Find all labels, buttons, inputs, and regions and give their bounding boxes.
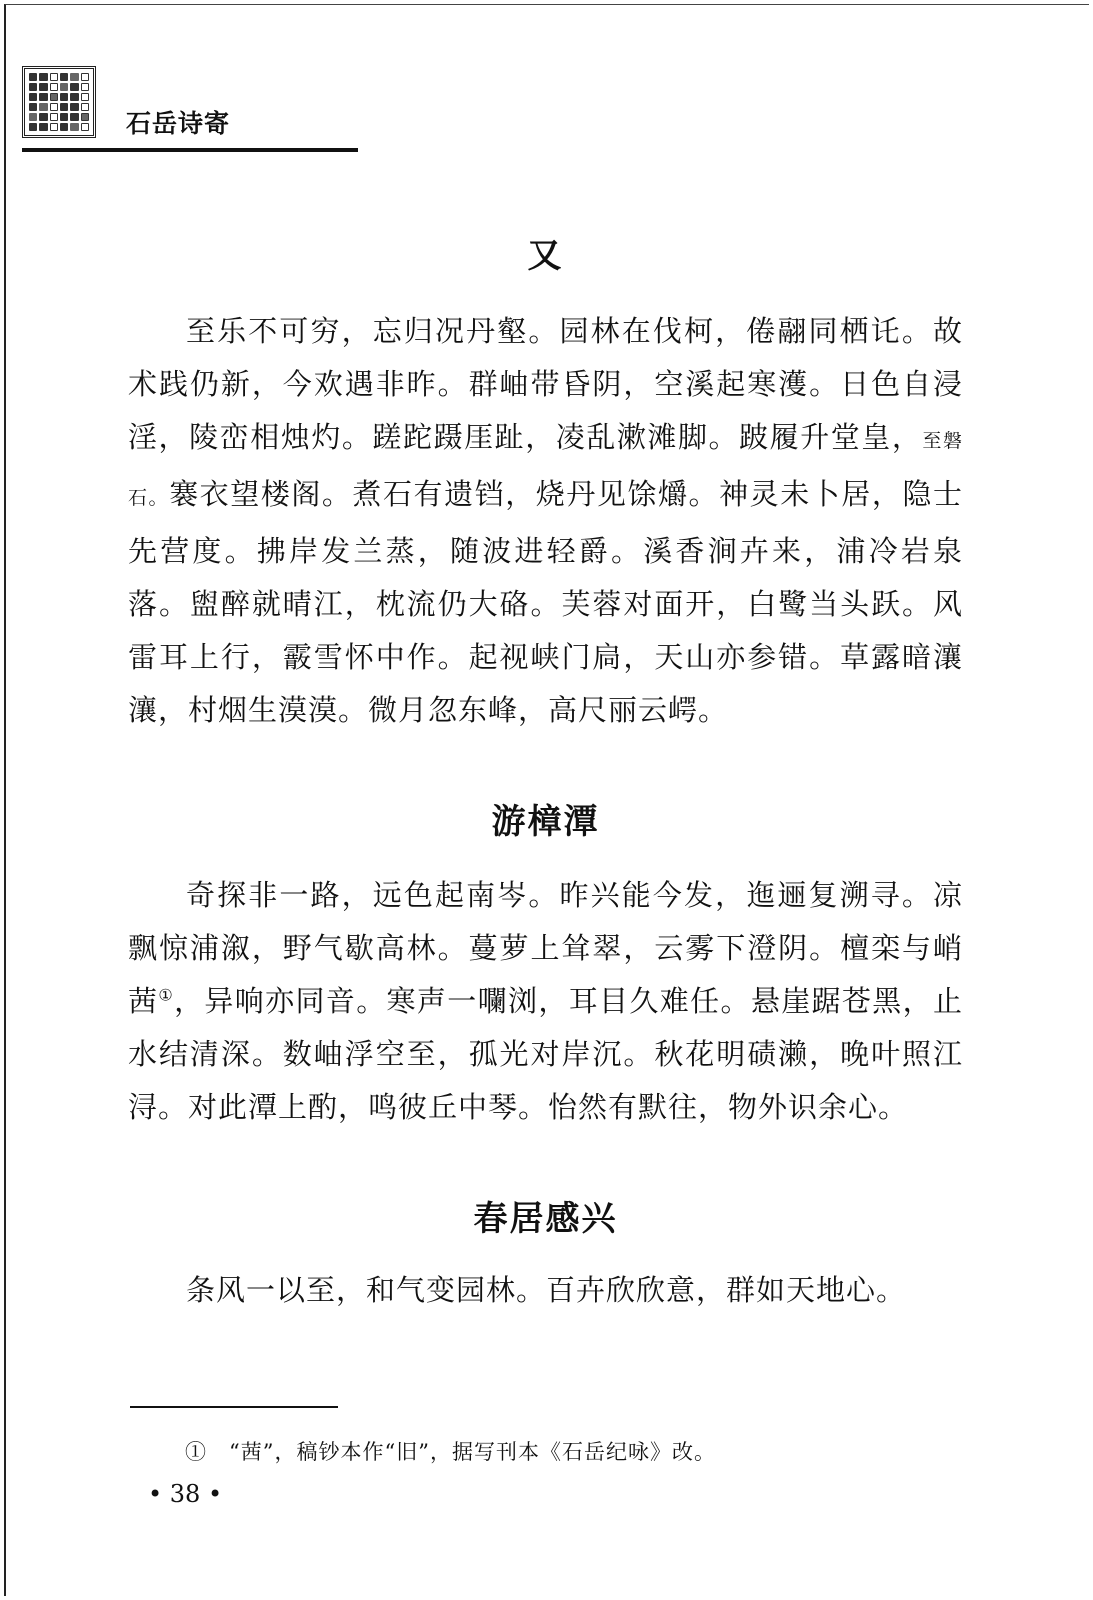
- poem-3: [128, 1191, 963, 1317]
- page-number: • 38 •: [148, 1480, 223, 1508]
- poem-text: 至乐不可穷，忘归况丹壑。园林在伐柯，倦翮同栖讬。故术践仍新，今欢遇非昨。群岫带昏阴，空溪起寒濩。日色自浸淫，陵峦相烛灼。蹉跎蹑厓趾，凌乱漱滩脚。跛履升堂皇，: [128, 314, 963, 454]
- poem-text: 条风一以至，和气变园林。百卉欣欣意，群如天地心。: [186, 1273, 907, 1307]
- poem-2: [128, 794, 963, 1134]
- header-rule: [22, 148, 358, 152]
- poem-title: 游樟潭: [491, 802, 600, 842]
- footnote: ① “茜”，稿钞本作“旧”，据写刊本《石岳纪咏》改。: [185, 1440, 716, 1464]
- page-content: [128, 228, 963, 1317]
- poem-title: 春居感兴: [473, 1199, 618, 1239]
- footnote-marker: ①: [158, 985, 175, 1005]
- poem-text-continued: 褰衣望楼阁。煮石有遗铛，烧丹见馀爝。神灵未卜居，隐士先营度。拂岸发兰蒸，随波进轻爵。溪香涧卉来，浦冷岩泉落。盥醉就晴江，枕流仍大硌。芙蓉对面开，白鹭当头跃。风雷耳上行，霰雪怀中作。起视峡门扃，天山亦参错。草露暗瀼瀼，村烟生漠漠。微月忽东峰，高尺丽云崿。: [128, 477, 963, 727]
- inline-annotation: 至磐石。: [128, 430, 963, 509]
- running-header: [22, 66, 362, 156]
- book-title: 石岳诗寄: [126, 109, 231, 138]
- poem-text: 奇探非一路，远色起南岑。昨兴能今发，迤逦复溯寻。凉飘惊浦溆，野气歇高林。蔓萝上耸翠，云雾下澄阴。檀栾与峭茜: [128, 878, 963, 1018]
- poem-title: 又: [527, 236, 564, 276]
- footnote-rule: [130, 1406, 338, 1408]
- poem-body: [128, 1264, 963, 1317]
- seal-logo-icon: [22, 66, 96, 138]
- poem-body: [128, 869, 963, 1134]
- poem-text-continued: ，异响亦同音。寒声一㘓浏，耳目久难任。悬崖踞苍黑，止水结清深。数岫浮空至，孤光对岸沉。秋花明碛濑，晚叶照江浔。对此潭上酌，鸣彼丘中琴。怡然有默往，物外识余心。: [128, 984, 963, 1124]
- poem-body: [128, 305, 963, 737]
- poem-1: [128, 228, 963, 737]
